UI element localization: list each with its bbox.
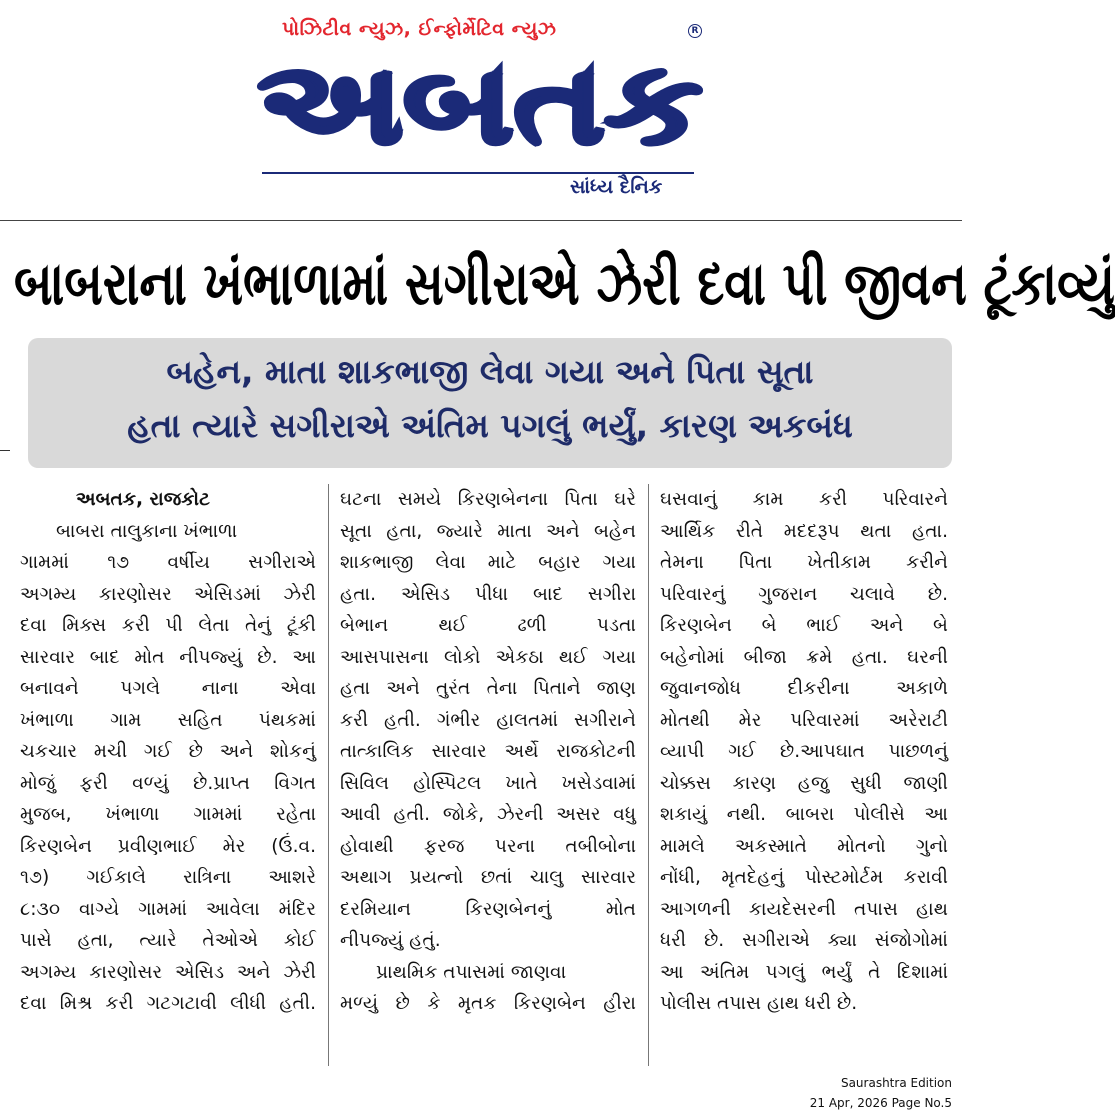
article-column-3 bbox=[660, 484, 948, 1020]
body-line: બહેનોમાં બીજા ક્રમે હતા. ઘરની bbox=[660, 646, 948, 668]
body-line: અથાગ પ્રયત્નો છતાં ચાલુ સારવાર bbox=[340, 867, 636, 888]
article-column-2 bbox=[340, 484, 636, 1020]
body-line: કિરણબેન બે ભાઈ અને બે bbox=[660, 615, 948, 636]
body-line: કરી હતી. ગંભીર હાલતમાં સગીરાને bbox=[340, 709, 636, 731]
body-line: મામલે અકસ્માતે મોતનો ગુનો bbox=[660, 835, 948, 857]
body-line: ઘટના સમયે કિરણબેનના પિતા ઘરે bbox=[340, 489, 636, 510]
subheadline-box bbox=[28, 338, 952, 468]
body-line: ગામમાં ૧૭ વર્ષીય સગીરાએ bbox=[20, 552, 316, 573]
body-line: આ અંતિમ પગલું ભર્યું તે દિશામાં bbox=[660, 961, 948, 983]
body-line: ચોક્કસ કારણ હજુ સુધી જાણી bbox=[660, 772, 948, 794]
logo-text: અબતક bbox=[258, 39, 702, 169]
body-line: જુવાનજોધ દીકરીના અકાળે bbox=[660, 678, 948, 699]
body-line: ૧૭) ગઈકાલે રાત્રિના આશરે bbox=[20, 867, 316, 888]
subheadline-line-2: હતા ત્યારે સગીરાએ અંતિમ પગલું ભર્યું, કારણ અકબંધ bbox=[127, 406, 853, 445]
body-line: હોવાથી ફરજ પરના તબીબોના bbox=[340, 835, 636, 857]
body-line: સિવિલ હોસ્પિટલ ખાતે ખસેડવામાં bbox=[340, 772, 636, 794]
body-line: સૂતા હતા, જ્યારે માતા અને બહેન bbox=[340, 520, 636, 542]
body-line: અગમ્ય કારણોસર એસિડ અને ઝેરી bbox=[20, 961, 316, 983]
logo-underline bbox=[262, 172, 694, 174]
body-line: પોલીસ તપાસ હાથ ધરી છે. bbox=[660, 993, 858, 1014]
margin-mark bbox=[0, 450, 10, 451]
body-line: દવા મિક્સ કરી પી લેતા તેનું ટૂંકી bbox=[20, 615, 316, 636]
article-column-1 bbox=[20, 484, 316, 1020]
body-line: આસપાસના લોકો એકઠા થઈ ગયા bbox=[340, 646, 636, 668]
column-divider bbox=[648, 484, 649, 1066]
body-line: નોંધી, મૃતદેહનું પોસ્ટમોર્ટમ કરાવી bbox=[660, 867, 948, 888]
body-line: બાબરા તાલુકાના ખંભાળા bbox=[56, 520, 238, 542]
body-line: હતા અને તુરંત તેના પિતાને જાણ bbox=[340, 678, 636, 699]
body-line: મોતથી મેર પરિવારમાં અરેરાટી bbox=[660, 709, 948, 731]
edition-info bbox=[810, 1073, 952, 1113]
body-line: શકાયું નથી. બાબરા પોલીસે આ bbox=[660, 804, 948, 825]
body-line: હતા. એસિડ પીધા બાદ સગીરા bbox=[340, 583, 636, 605]
article-headline: બાબરાના ખંભાળામાં સગીરાએ ઝેરી દવા પી જીવન ટૂંકાવ્યું bbox=[14, 249, 1115, 319]
body-line: બનાવને પગલે નાના એવા bbox=[20, 678, 316, 699]
body-line: સારવાર બાદ મોત નીપજ્યું છે. આ bbox=[20, 646, 316, 668]
body-line: પાસે હતા, ત્યારે તેઓએ કોઈ bbox=[20, 930, 316, 951]
body-line: ખંભાળા ગામ સહિત પંથકમાં bbox=[20, 709, 316, 731]
body-line: વ્યાપી ગઈ છે.આપઘાત પાછળનું bbox=[660, 741, 948, 762]
body-line: શાકભાજી લેવા માટે બહાર ગયા bbox=[340, 552, 636, 573]
body-line: દવા મિશ્ર કરી ગટગટાવી લીધી હતી. bbox=[20, 993, 316, 1014]
body-line: ધરી છે. સગીરાએ ક્યા સંજોગોમાં bbox=[660, 930, 948, 951]
masthead-divider bbox=[0, 220, 962, 221]
body-line: આર્થિક રીતે મદદરૂપ થતા હતા. bbox=[660, 520, 948, 542]
body-line: કિરણબેન પ્રવીણભાઈ મેર (ઉં.વ. bbox=[20, 835, 316, 857]
masthead-tagline: પોઝિટીવ ન્યુઝ, ઈન્ફોર્મેટિવ ન્યુઝ bbox=[282, 18, 557, 40]
body-line: મુજબ, ખંભાળા ગામમાં રહેતા bbox=[20, 804, 316, 825]
body-line: દરમિયાન કિરણબેનનું મોત bbox=[340, 898, 636, 920]
newspaper-logo bbox=[255, 39, 705, 169]
byline: અબતક, રાજકોટ bbox=[76, 489, 210, 510]
body-line: બેભાન થઈ ઢળી પડતા bbox=[340, 615, 636, 636]
body-line: પરિવારનું ગુજરાન ચલાવે છે. bbox=[660, 583, 948, 605]
body-line: મળ્યું છે કે મૃતક કિરણબેન હીરા bbox=[340, 993, 636, 1014]
body-line: તાત્કાલિક સારવાર અર્થે રાજકોટની bbox=[340, 741, 636, 762]
body-line: ૮:૩૦ વાગ્યે ગામમાં આવેલા મંદિર bbox=[20, 898, 316, 920]
body-line: આવી હતી. જોકે, ઝેરની અસર વધુ bbox=[340, 804, 636, 825]
column-divider bbox=[328, 484, 329, 1066]
body-line: ઘસવાનું કામ કરી પરિવારને bbox=[660, 489, 948, 510]
body-line: આગળની કાયદેસરની તપાસ હાથ bbox=[660, 898, 948, 920]
edition-name: Saurashtra Edition bbox=[840, 1076, 952, 1090]
masthead-subtitle: સાંધ્ય દૈનિક bbox=[570, 176, 663, 198]
subheadline-line-1: બહેન, માતા શાકભાજી લેવા ગયા અને પિતા સૂતા bbox=[166, 352, 814, 391]
body-line: પ્રાથમિક તપાસમાં જાણવા bbox=[376, 961, 567, 983]
body-line: નીપજ્યું હતું. bbox=[340, 930, 441, 951]
body-line: અગમ્ય કારણોસર એસિડમાં ઝેરી bbox=[20, 583, 316, 605]
registered-mark: R bbox=[688, 24, 702, 38]
masthead bbox=[0, 0, 962, 222]
edition-date-page: 21 Apr, 2026 Page No.5 bbox=[809, 1096, 952, 1110]
body-line: ચકચાર મચી ગઈ છે અને શોકનું bbox=[20, 741, 316, 762]
body-line: મોજું ફરી વળ્યું છે.પ્રાપ્ત વિગત bbox=[20, 772, 316, 794]
body-line: તેમના પિતા ખેતીકામ કરીને bbox=[660, 552, 948, 573]
